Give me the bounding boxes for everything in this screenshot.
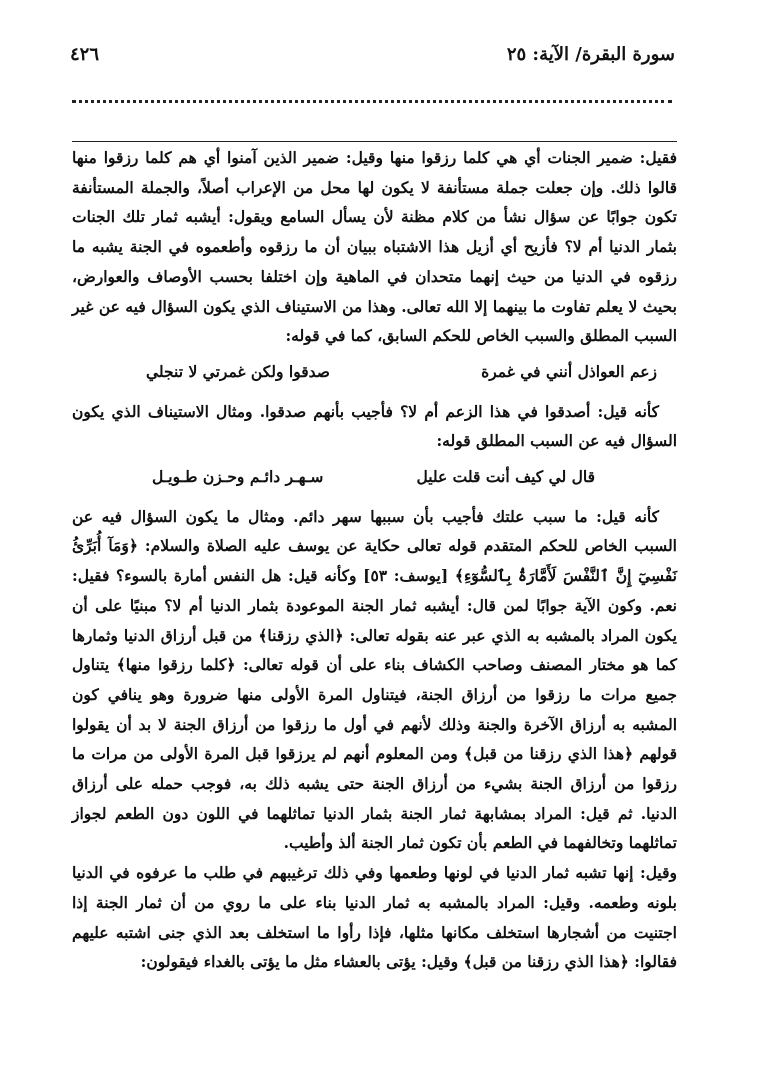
verse-2-second-hemistich: سـهـر دائـم وحـزن طـويـل bbox=[152, 467, 324, 487]
page-header bbox=[70, 44, 675, 74]
paragraph-3: كأنه قيل: ما سبب علتك فأجيب بأن سببها سهر دائم. ومثال ما يكون السؤال فيه عن السبب الخاص للحكم المتقدم قوله تعالى حكاية عن يوسف عليه الصلاة والسلام: ﴿وَمَآ أُبَرِّئُ نَفْسِيٓ إِنَّ ٱلنَّفْسَ لَأَمَّارَةُۢ بِٱلسُّوٓءِ﴾ [يوسف: ٥٣] وكأنه قيل: هل النفس أمارة بالسوء؟ فقيل: نعم. وكون الآية جوابًا لمن قال: أيشبه ثمار الجنة الموعودة بثمار الدنيا أم لا؟ مبنيًا على أن يكون المراد بالمشبه به الذي عبر عنه بقوله تعالى: ﴿الذي رزقنا﴾ من قبل أرزاق الدنيا وثمارها كما هو مختار المصنف وصاحب الكشاف بناء على أن قوله تعالى: ﴿كلما رزقوا منها﴾ يتناول جميع مرات ما رزقوا من أرزاق الجنة، فيتناول المرة الأولى منها ضرورة وهو ينافي كون المشبه به أرزاق الآخرة والجنة وذلك لأنهم في أول ما رزقوا من أرزاق الجنة لا بد أن يقولوا قولهم ﴿هذا الذي رزقنا من قبل﴾ ومن المعلوم أنهم لم يرزقوا قبل المرة الأولى من مرات ما رزقوا من أرزاق الجنة بشيء من أرزاق الجنة حتى يشبه ذلك به، فوجب حمله على أرزاق الدنيا. ثم قيل: المراد بمشابهة ثمار الجنة بثمار الدنيا تماثلهما في اللون دون الطعم لجواز تماثلهما وتخالفهما في الطعم بأن تكون ثمار الجنة ألذ وأطيب. bbox=[72, 506, 678, 853]
verse-1-first-hemistich: زعم العواذل أنني في غمرة bbox=[481, 361, 657, 381]
dotted-separator bbox=[72, 100, 672, 103]
body-text bbox=[72, 143, 677, 977]
verse-1-second-hemistich: صدقوا ولكن غمرتي لا تنجلي bbox=[146, 361, 330, 381]
paragraph-4: وقيل: إنها تشبه ثمار الدنيا في لونها وطعمها وفي ذلك ترغيبهم في طلب ما عرفوه في الدنيا بلونه وطعمه. وقيل: المراد بالمشبه به ثمار الدنيا بناء على ما روي من أن ثمار الجنة إذا اجتنيت من أشجارها استخلف مكانها مثلها، فإذا رأوا ما استخلف بعد الذي جنى اشتبه عليهم فقالوا: ﴿هذا الذي رزقنا من قبل﴾ وقيل: يؤتى بالعشاء مثل ما يؤتى بالغداء فيقولون: bbox=[72, 863, 677, 972]
paragraph-1: فقيل: ضمير الجنات أي هي كلما رزقوا منها وقيل: ضمير الذين آمنوا أي هم كلما رزقوا منها قالوا ذلك. وإن جعلت جملة مستأنفة لا يكون لها محل من الإعراب أصلاً، والجملة المستأنفة تكون جوابًا عن سؤال نشأ من كلام مظنة لأن يسأل السامع ويقول: أيشبه ثمار تلك الجنات بثمار الدنيا أم لا؟ فأزيح أي أزيل هذا الاشتباه ببيان أن ما رزقوه وأطعموه في الجنة يشبه ما رزقوه في الدنيا من حيث إنهما متحدان في الماهية وإن اختلفا بحسب الأوصاف والعوارض، بحيث لا يعلم تفاوت ما بينهما إلا الله تعالى. وهذا من الاستيناف الذي يكون السؤال فيه عن غير السبب المطلق والسبب الخاص للحكم السابق، كما في قوله: bbox=[72, 148, 677, 346]
verse-1 bbox=[72, 357, 677, 387]
verse-2-first-hemistich: قال لي كيف أنت قلت عليل bbox=[416, 467, 595, 487]
verse-2 bbox=[72, 462, 677, 492]
paragraph-2: كأنه قيل: أصدقوا في هذا الزعم أم لا؟ فأجيب بأنهم صدقوا. ومثال الاستيناف الذي يكون السؤال فيه عن السبب المطلق قوله: bbox=[72, 401, 677, 451]
running-title: سورة البقرة/ الآية: ٢٥ bbox=[506, 44, 675, 65]
page-number: ٤٢٦ bbox=[70, 44, 100, 65]
header-rule bbox=[72, 141, 677, 142]
